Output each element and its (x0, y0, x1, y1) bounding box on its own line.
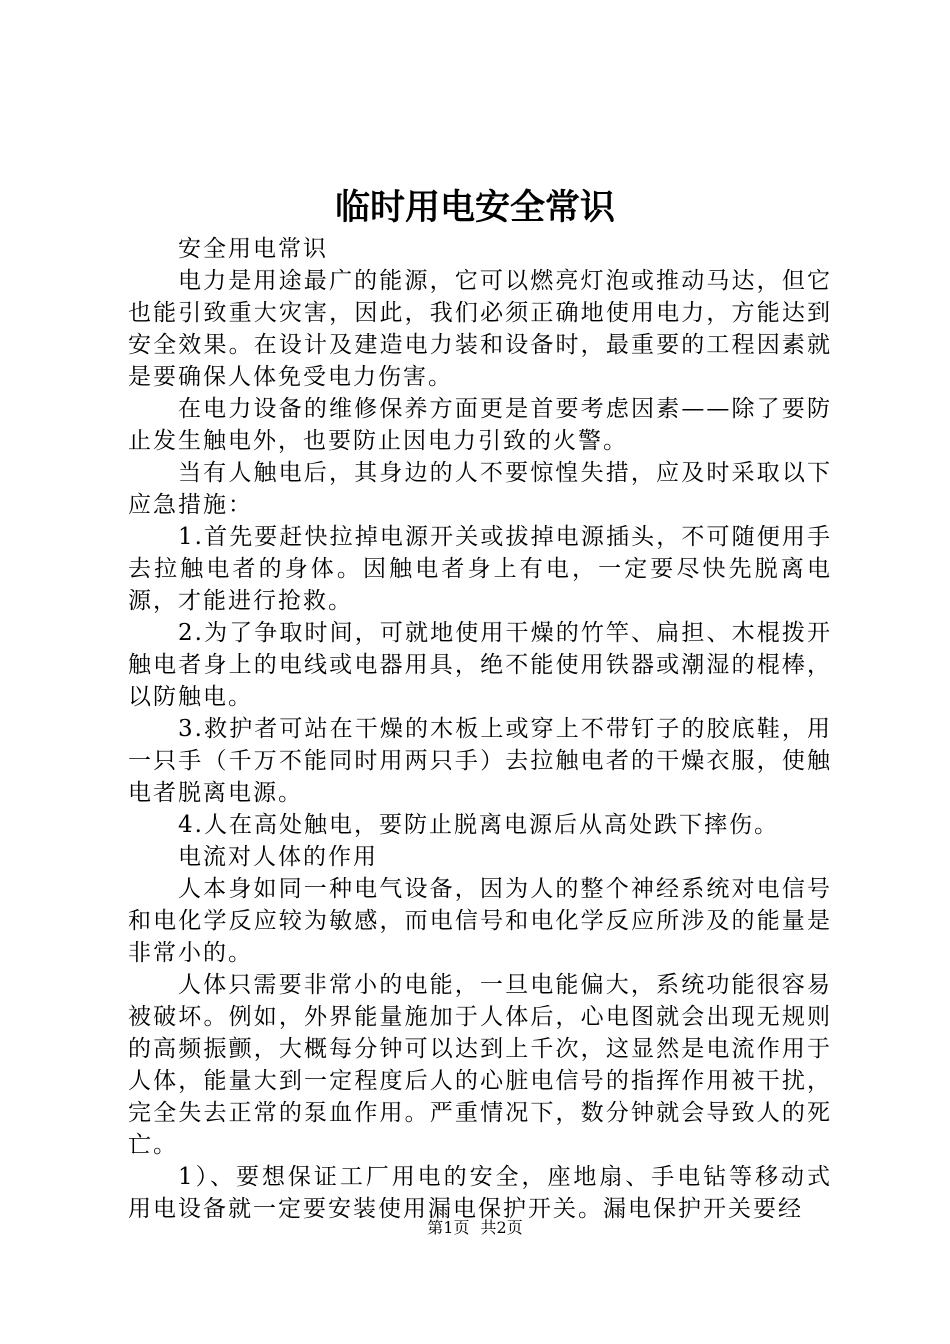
page-number: 第1页 (427, 1218, 470, 1237)
list-item: 4.人在高处触电，要防止脱离电源后从高处跌下摔伤。 (178, 812, 779, 838)
page-title: 临时用电安全常识 (334, 187, 615, 228)
list-item: 1.首先要赶快拉掉电源开关或拔掉电源插头，不可随便用手去拉触电者的身体。因触电者身上有电，一定要尽快先脱离电源，才能进行抢救。 (128, 524, 832, 614)
list-item: 2.为了争取时间，可就地使用干燥的竹竿、扁担、木棍拨开触电者身上的电线或电器用具，绝不能使用铁器或潮湿的棍棒，以防触电。 (128, 620, 832, 710)
page-footer (0, 1217, 950, 1239)
paragraph: 在电力设备的维修保养方面更是首要考虑因素——除了要防止发生触电外，也要防止因电力引致的火警。 (128, 396, 832, 454)
list-item: 3.救护者可站在干燥的木板上或穿上不带钉子的胶底鞋，用一只手（千万不能同时用两只手）去拉触电者的干燥衣服，使触电者脱离电源。 (128, 716, 832, 806)
paragraph: 人本身如同一种电气设备，因为人的整个神经系统对电信号和电化学反应较为敏感，而电信号和电化学反应所涉及的能量是非常小的。 (128, 876, 832, 966)
document-body (128, 233, 832, 1225)
page-total: 共2页 (480, 1218, 523, 1237)
section-heading: 电流对人体的作用 (178, 844, 378, 870)
section-heading: 安全用电常识 (178, 236, 328, 262)
paragraph: 电力是用途最广的能源，它可以燃亮灯泡或推动马达，但它也能引致重大灾害，因此，我们必须正确地使用电力，方能达到安全效果。在设计及建造电力装和设备时，最重要的工程因素就是要确保人体免受电力伤害。 (128, 268, 832, 390)
paragraph: 当有人触电后，其身边的人不要惊惶失措，应及时采取以下应急措施： (128, 460, 832, 518)
paragraph: 1）、要想保证工厂用电的安全，座地扇、手电钻等移动式用电设备就一定要安装使用漏电保护开关。漏电保护开关要经 (128, 1164, 832, 1222)
paragraph: 人体只需要非常小的电能，一旦电能偏大，系统功能很容易被破坏。例如，外界能量施加于人体后，心电图就会出现无规则的高频振颤，大概每分钟可以达到上千次，这显然是电流作用于人体，能量大到一定程度后人的心脏电信号的指挥作用被干扰，完全失去正常的泵血作用。严重情况下，数分钟就会导致人的死亡。 (128, 972, 832, 1158)
